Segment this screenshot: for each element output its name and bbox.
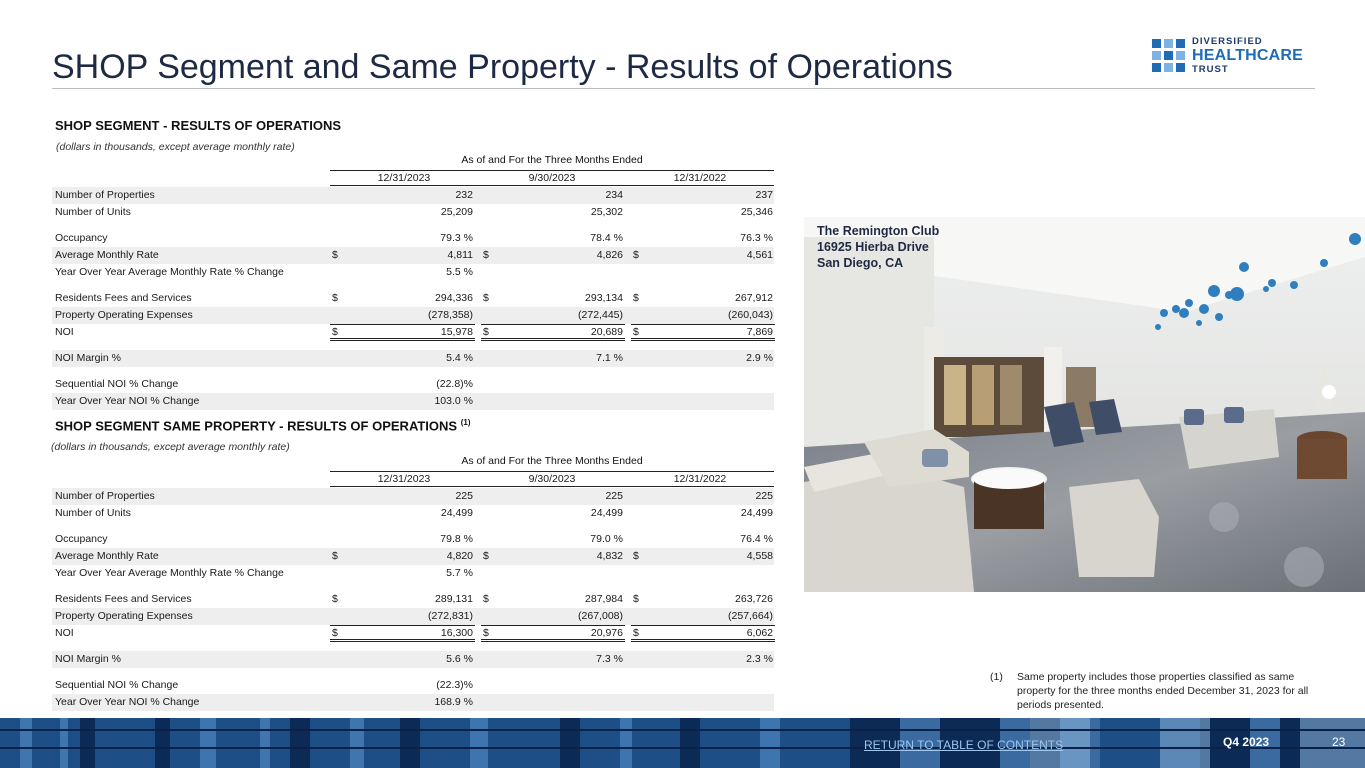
spacer-row bbox=[52, 221, 774, 230]
company-logo bbox=[1152, 37, 1303, 74]
table-row bbox=[52, 608, 774, 625]
cell-value: 5.7 % bbox=[446, 567, 473, 579]
section1-date-1: 12/31/2023 bbox=[377, 172, 431, 184]
footnote-text: Same property includes those properties classified as same property for the three months ended December 31, 2023 for all periods presented. bbox=[1017, 671, 1309, 711]
footer-band bbox=[0, 718, 1365, 768]
currency-symbol: $ bbox=[332, 326, 338, 338]
section1-table bbox=[52, 187, 774, 410]
logo-line-1: DIVERSIFIED bbox=[1192, 36, 1263, 47]
row-label: Occupancy bbox=[55, 232, 108, 244]
spacer-row bbox=[52, 642, 774, 651]
currency-symbol: $ bbox=[483, 593, 489, 605]
cell-value: 4,832 bbox=[596, 550, 623, 562]
section2-date-header bbox=[330, 471, 774, 487]
cell-value: 225 bbox=[455, 490, 473, 502]
photo-caption-street: 16925 Hierba Drive bbox=[817, 240, 929, 254]
currency-symbol: $ bbox=[633, 593, 639, 605]
row-label: Residents Fees and Services bbox=[55, 593, 192, 605]
row-label: Occupancy bbox=[55, 533, 108, 545]
currency-symbol: $ bbox=[483, 627, 489, 639]
table-row bbox=[52, 350, 774, 367]
currency-symbol: $ bbox=[633, 292, 639, 304]
cell-value: (22.8)% bbox=[436, 378, 473, 390]
table-row bbox=[52, 230, 774, 247]
cell-value: 4,811 bbox=[447, 249, 473, 261]
section2-period-header: As of and For the Three Months Ended bbox=[461, 455, 643, 467]
quarter-label: Q4 2023 bbox=[1223, 735, 1270, 749]
currency-symbol: $ bbox=[483, 550, 489, 562]
table-row bbox=[52, 324, 774, 341]
section2-title: SHOP SEGMENT SAME PROPERTY - RESULTS OF OPERATIONS $^{(1)}$ bbox=[55, 418, 471, 434]
table-row bbox=[52, 591, 774, 608]
table-row bbox=[52, 565, 774, 582]
photo-caption-name: The Remington Club bbox=[817, 224, 940, 238]
table-row bbox=[52, 694, 774, 711]
spacer-row bbox=[52, 582, 774, 591]
currency-symbol: $ bbox=[483, 326, 489, 338]
spacer-row bbox=[52, 341, 774, 350]
currency-symbol: $ bbox=[332, 292, 338, 304]
cell-value: (278,358) bbox=[428, 309, 473, 321]
row-label: Year Over Year Average Monthly Rate % Change bbox=[55, 266, 284, 278]
row-label: NOI bbox=[55, 627, 74, 639]
cell-value: 24,499 bbox=[440, 507, 473, 519]
cell-value: 20,689 bbox=[590, 326, 623, 338]
footer-building-image bbox=[0, 718, 1365, 768]
title-divider bbox=[52, 88, 1315, 89]
row-label: Average Monthly Rate bbox=[55, 249, 159, 261]
cell-value: 234 bbox=[605, 189, 623, 201]
row-label: Number of Units bbox=[55, 507, 131, 519]
cell-value: 168.9 % bbox=[434, 696, 473, 708]
cell-value: 7.3 % bbox=[596, 653, 623, 665]
cell-value: 225 bbox=[605, 490, 623, 502]
cell-value: 289,131 bbox=[435, 593, 473, 605]
currency-symbol: $ bbox=[483, 249, 489, 261]
cell-value: 294,336 bbox=[435, 292, 473, 304]
cell-value: 25,302 bbox=[590, 206, 623, 218]
table-row bbox=[52, 376, 774, 393]
return-to-toc-link[interactable]: RETURN TO TABLE OF CONTENTS bbox=[864, 738, 1064, 752]
cell-value: 5.5 % bbox=[446, 266, 473, 278]
cell-value: 2.3 % bbox=[746, 653, 773, 665]
row-label: Number of Units bbox=[55, 206, 131, 218]
table-row bbox=[52, 187, 774, 204]
table-row bbox=[52, 307, 774, 324]
row-label: Year Over Year Average Monthly Rate % Change bbox=[55, 567, 284, 579]
property-photo bbox=[804, 217, 1365, 592]
table-row bbox=[52, 505, 774, 522]
cell-value: (272,831) bbox=[428, 610, 473, 622]
spacer-row bbox=[52, 281, 774, 290]
row-label: Year Over Year NOI % Change bbox=[55, 395, 200, 407]
row-label: Property Operating Expenses bbox=[55, 610, 193, 622]
cell-value: 5.6 % bbox=[446, 653, 473, 665]
table-row bbox=[52, 264, 774, 281]
row-label: Year Over Year NOI % Change bbox=[55, 696, 200, 708]
section2-table bbox=[52, 488, 774, 711]
logo-line-2: HEALTHCARE bbox=[1192, 46, 1304, 64]
section1-date-3: 12/31/2022 bbox=[673, 172, 727, 184]
row-label: Sequential NOI % Change bbox=[55, 679, 179, 691]
table-row bbox=[52, 204, 774, 221]
cell-value: 232 bbox=[455, 189, 473, 201]
cell-value: 5.4 % bbox=[446, 352, 473, 364]
page-number: 23 bbox=[1332, 735, 1346, 749]
table-row bbox=[52, 290, 774, 307]
spacer-row bbox=[52, 367, 774, 376]
cell-value: 78.4 % bbox=[590, 232, 623, 244]
cell-value: 79.8 % bbox=[440, 533, 473, 545]
cell-value: (272,445) bbox=[578, 309, 623, 321]
section1-date-2: 9/30/2023 bbox=[528, 172, 576, 184]
cell-value: 7,869 bbox=[746, 326, 773, 338]
table-row bbox=[52, 625, 774, 642]
cell-value: 293,134 bbox=[585, 292, 623, 304]
cell-value: 4,561 bbox=[746, 249, 773, 261]
cell-value: 15,978 bbox=[440, 326, 473, 338]
table-row bbox=[52, 488, 774, 505]
photo-caption-city: San Diego, CA bbox=[817, 256, 904, 270]
cell-value: 6,062 bbox=[746, 627, 773, 639]
row-label: Residents Fees and Services bbox=[55, 292, 192, 304]
section1-subtitle: (dollars in thousands, except average monthly rate) bbox=[56, 141, 295, 153]
section1-date-header bbox=[330, 170, 774, 186]
cell-value: 225 bbox=[755, 490, 773, 502]
table-row bbox=[52, 677, 774, 694]
row-label: Property Operating Expenses bbox=[55, 309, 193, 321]
page-title: SHOP Segment and Same Property - Results of Operations bbox=[52, 48, 953, 86]
cell-value: 20,976 bbox=[590, 627, 623, 639]
section1-period-header: As of and For the Three Months Ended bbox=[461, 154, 643, 166]
currency-symbol: $ bbox=[332, 593, 338, 605]
spacer-row bbox=[52, 522, 774, 531]
logo-mark-icon bbox=[1152, 39, 1185, 72]
currency-symbol: $ bbox=[483, 292, 489, 304]
table-row bbox=[52, 548, 774, 565]
section2-date-2: 9/30/2023 bbox=[528, 473, 576, 485]
currency-symbol: $ bbox=[633, 550, 639, 562]
footnote-number: (1) bbox=[990, 671, 1003, 683]
table-row bbox=[52, 531, 774, 548]
row-label: Sequential NOI % Change bbox=[55, 378, 179, 390]
currency-symbol: $ bbox=[332, 627, 338, 639]
lounge-interior-image bbox=[804, 217, 1365, 592]
cell-value: 24,499 bbox=[590, 507, 623, 519]
cell-value: 267,912 bbox=[735, 292, 773, 304]
table-row bbox=[52, 651, 774, 668]
currency-symbol: $ bbox=[633, 326, 639, 338]
cell-value: 4,820 bbox=[446, 550, 473, 562]
cell-value: 4,558 bbox=[746, 550, 773, 562]
cell-value: 25,209 bbox=[440, 206, 473, 218]
cell-value: 7.1 % bbox=[596, 352, 623, 364]
spacer-row bbox=[52, 668, 774, 677]
section2-date-3: 12/31/2022 bbox=[673, 473, 727, 485]
cell-value: 25,346 bbox=[740, 206, 773, 218]
row-label: Number of Properties bbox=[55, 189, 155, 201]
cell-value: 76.4 % bbox=[740, 533, 773, 545]
cell-value: 76.3 % bbox=[740, 232, 773, 244]
currency-symbol: $ bbox=[332, 249, 338, 261]
row-label: Average Monthly Rate bbox=[55, 550, 159, 562]
cell-value: 103.0 % bbox=[434, 395, 473, 407]
section1-title: SHOP SEGMENT - RESULTS OF OPERATIONS bbox=[55, 118, 342, 133]
currency-symbol: $ bbox=[332, 550, 338, 562]
cell-value: (267,008) bbox=[578, 610, 623, 622]
row-label: Number of Properties bbox=[55, 490, 155, 502]
section2-date-1: 12/31/2023 bbox=[377, 473, 431, 485]
currency-symbol: $ bbox=[633, 627, 639, 639]
cell-value: (22.3)% bbox=[436, 679, 473, 691]
cell-value: 16,300 bbox=[440, 627, 473, 639]
cell-value: 237 bbox=[755, 189, 773, 201]
table-row bbox=[52, 393, 774, 410]
cell-value: 24,499 bbox=[740, 507, 773, 519]
row-label: NOI Margin % bbox=[55, 352, 121, 364]
section2-subtitle: (dollars in thousands, except average monthly rate) bbox=[51, 441, 290, 453]
cell-value: 2.9 % bbox=[746, 352, 773, 364]
cell-value: 263,726 bbox=[735, 593, 773, 605]
cell-value: (257,664) bbox=[728, 610, 773, 622]
currency-symbol: $ bbox=[633, 249, 639, 261]
footnote-ref: (1) bbox=[460, 418, 471, 427]
cell-value: 79.3 % bbox=[440, 232, 473, 244]
table-row bbox=[52, 247, 774, 264]
cell-value: (260,043) bbox=[728, 309, 773, 321]
logo-line-3: TRUST bbox=[1192, 63, 1229, 75]
cell-value: 4,826 bbox=[596, 249, 623, 261]
cell-value: 79.0 % bbox=[590, 533, 623, 545]
row-label: NOI bbox=[55, 326, 74, 338]
cell-value: 287,984 bbox=[585, 593, 623, 605]
row-label: NOI Margin % bbox=[55, 653, 121, 665]
